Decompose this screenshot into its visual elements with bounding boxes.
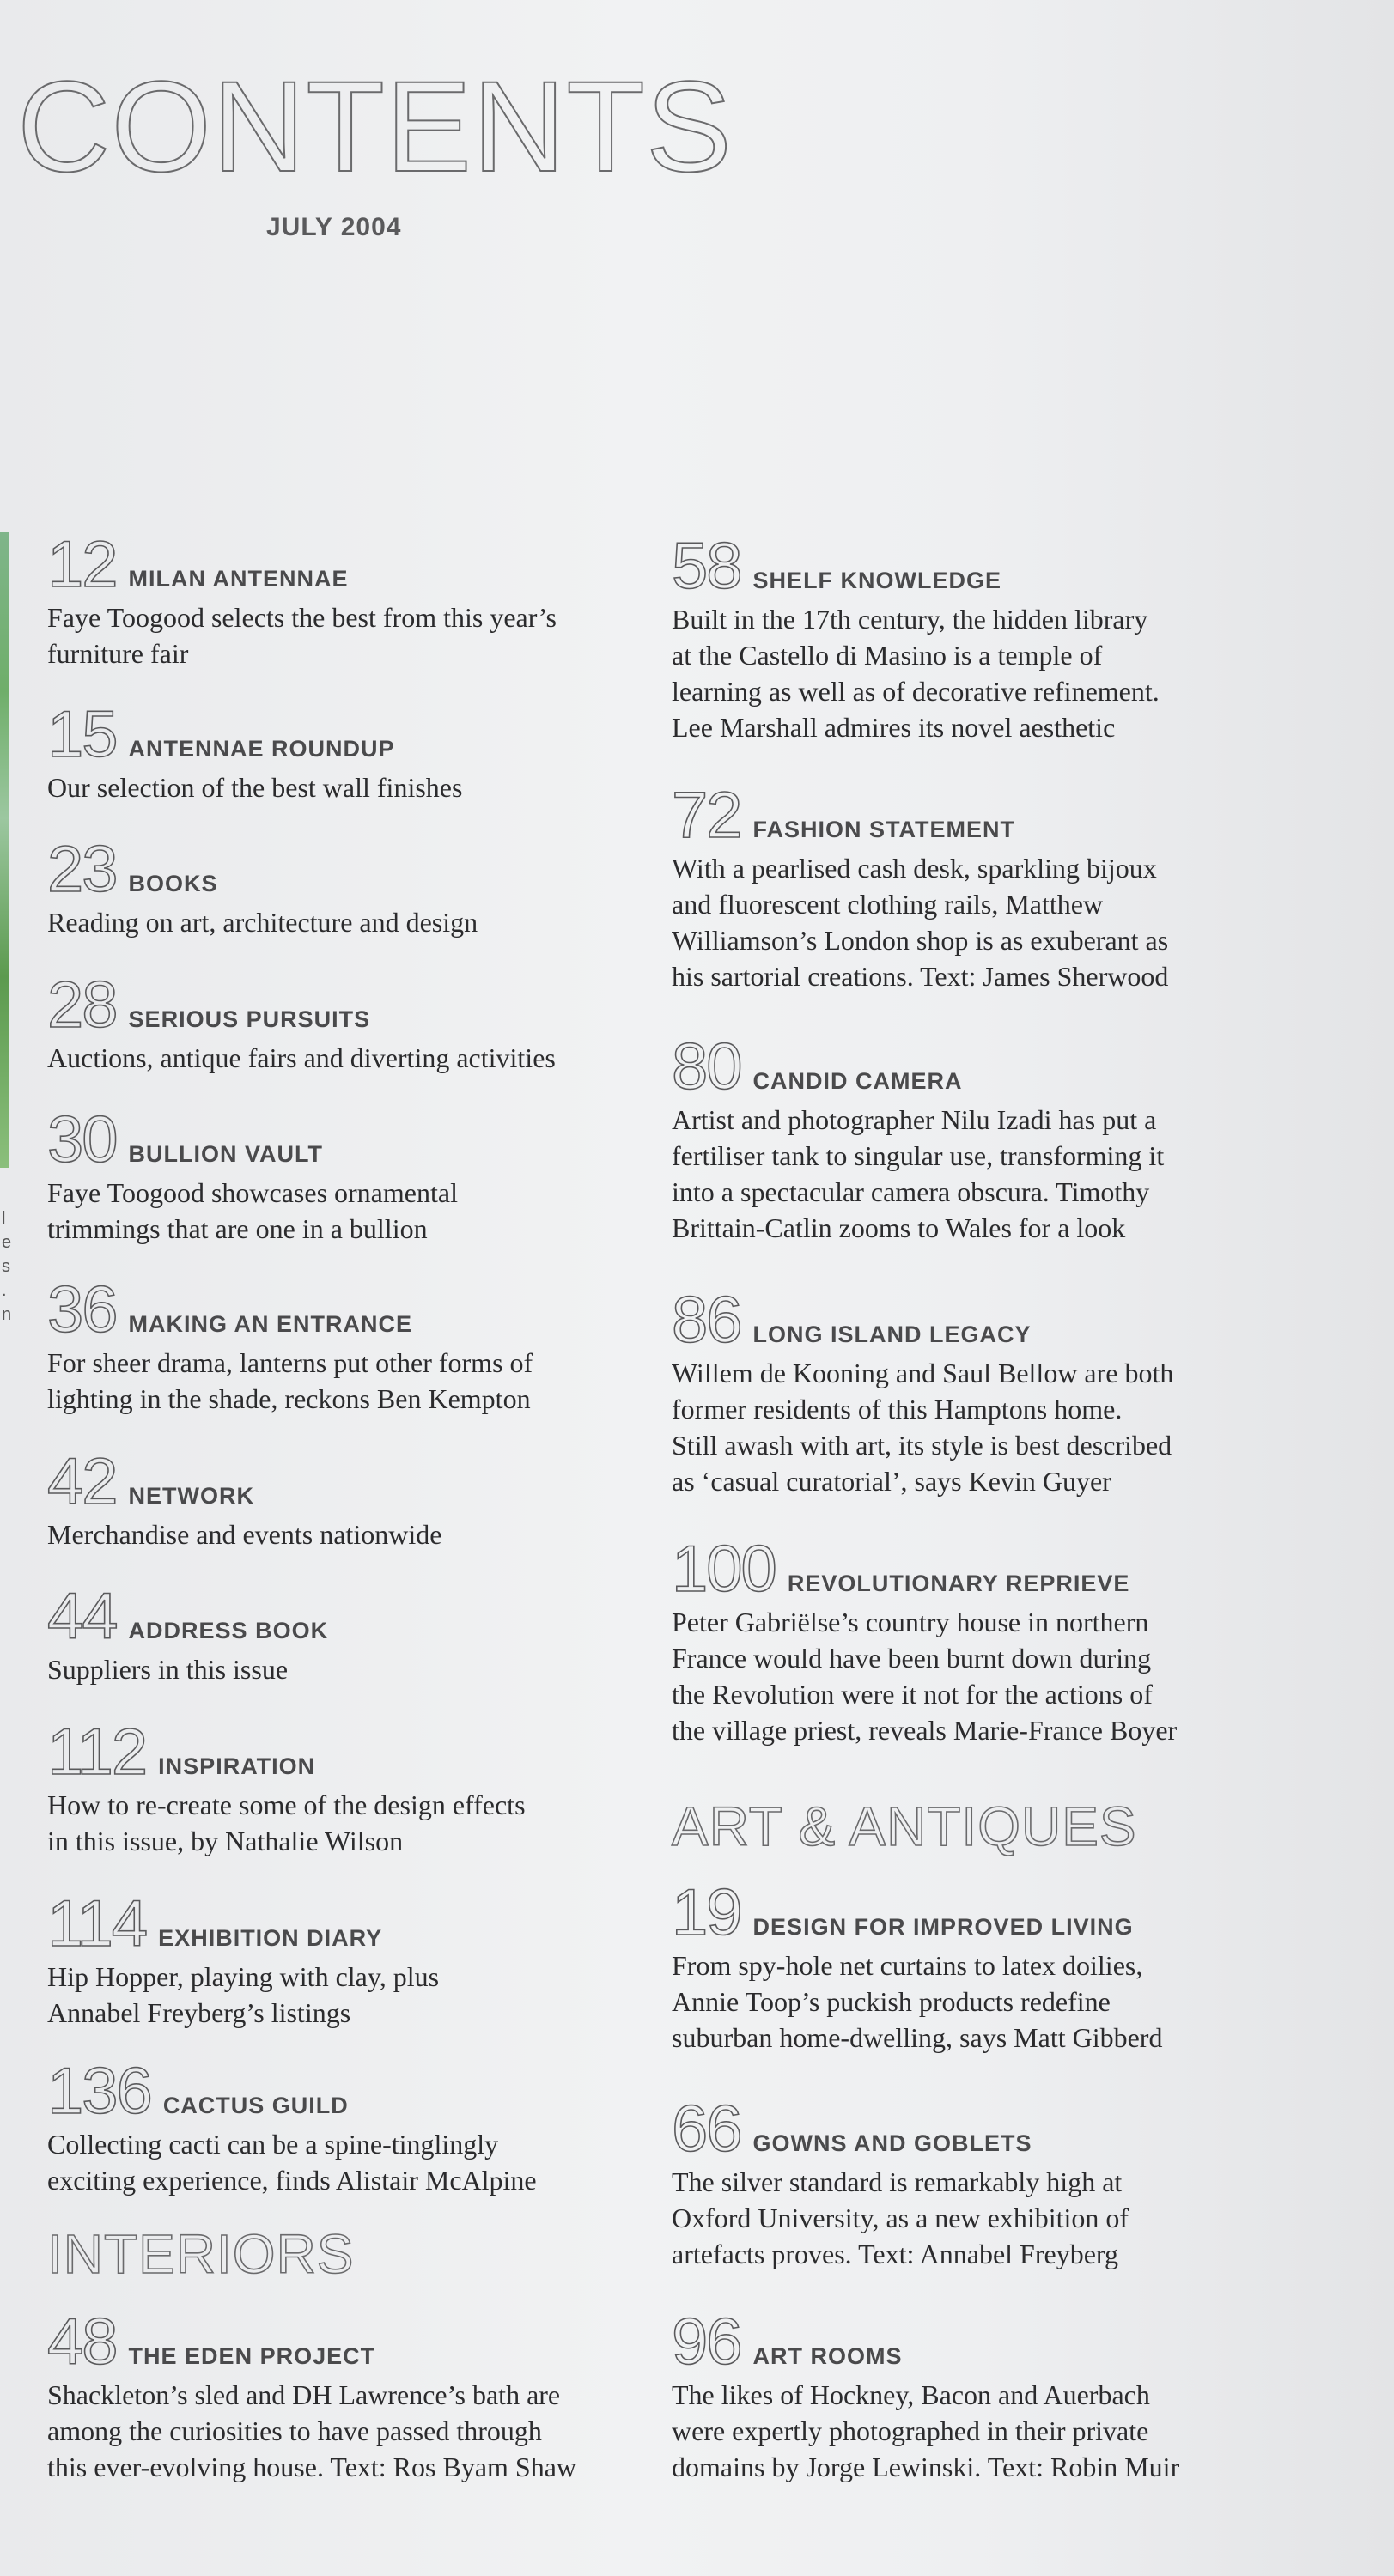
entry-title: CACTUS GUILD: [162, 2093, 349, 2118]
entry-title: MILAN ANTENNAE: [128, 566, 349, 592]
toc-entry[interactable]: [47, 1887, 648, 2031]
entry-description: Our selection of the best wall finishes: [47, 772, 463, 803]
entry-description: Willem de Kooning and Saul Bellow are both former residents of this Hamptons home. Still awash with art, its style is best described as ‘casual curatorial’, says Kevin Guyer: [672, 1358, 1174, 1497]
entry-description: Faye Toogood showcases ornamental trimmings that are one in a bullion: [47, 1177, 458, 1244]
toc-entry[interactable]: [672, 2093, 1342, 2272]
entry-description: Hip Hopper, playing with clay, plus Annabel Freyberg’s listings: [47, 1961, 440, 2028]
entry-title: MAKING AN ENTRANCE: [128, 1311, 413, 1337]
entry-description: Merchandise and events nationwide: [47, 1519, 442, 1550]
issue-date: JULY 2004: [266, 213, 402, 241]
toc-entry[interactable]: [672, 1876, 1342, 2056]
toc-entry[interactable]: [47, 2055, 648, 2198]
cropped-edge-text: l e s . n: [2, 1209, 12, 1324]
entry-title: ADDRESS BOOK: [128, 1618, 329, 1643]
entry-description: Faye Toogood selects the best from this year’s furniture fair: [47, 602, 557, 669]
toc-entry[interactable]: [672, 779, 1342, 994]
toc-entry[interactable]: [47, 1716, 648, 1859]
entry-title: GOWNS AND GOBLETS: [752, 2130, 1032, 2156]
entry-description: From spy-hole net curtains to latex doilies, Annie Toop’s puckish products redefine suburban home-dwelling, says Matt Gibberd: [672, 1950, 1163, 2053]
page-number: 96: [672, 2306, 741, 2379]
page-number: 80: [672, 1030, 741, 1103]
entry-title: LONG ISLAND LEGACY: [752, 1321, 1032, 1347]
page-number: 28: [47, 969, 117, 1042]
page-number: 58: [672, 530, 741, 603]
section-heading-interiors: INTERIORS: [47, 2223, 355, 2285]
toc-entry[interactable]: [47, 833, 648, 940]
toc-entry[interactable]: [672, 2306, 1342, 2485]
entry-title: ANTENNAE ROUNDUP: [128, 736, 395, 762]
page-number: 100: [672, 1533, 776, 1606]
entry-description: Collecting cacti can be a spine-tinglingly exciting experience, finds Alistair McAlpine: [47, 2129, 537, 2196]
entry-description: The silver standard is remarkably high at Oxford University, as a new exhibition of artefacts proves. Text: Annabel Freyberg: [672, 2166, 1129, 2269]
entry-description: Artist and photographer Nilu Izadi has put a fertiliser tank to singular use, transforming it into a spectacular camera obscura. Timothy Brittain-Catlin zooms to Wales for a look: [672, 1104, 1165, 1243]
entry-title: SHELF KNOWLEDGE: [752, 568, 1002, 593]
entry-description: How to re-create some of the design effects in this issue, by Nathalie Wilson: [47, 1789, 526, 1856]
toc-entry[interactable]: [672, 1284, 1342, 1499]
entry-description: Suppliers in this issue: [47, 1654, 289, 1685]
page-number: 15: [47, 698, 117, 771]
entry-title: BULLION VAULT: [128, 1141, 324, 1167]
toc-entry[interactable]: [672, 530, 1342, 745]
entry-title: BOOKS: [128, 871, 218, 896]
toc-entry[interactable]: [47, 698, 648, 805]
toc-entry[interactable]: [47, 1103, 648, 1247]
page-number: 72: [672, 779, 741, 852]
entry-title: NETWORK: [128, 1483, 255, 1509]
entry-title: THE EDEN PROJECT: [128, 2343, 376, 2369]
entry-title: CANDID CAMERA: [752, 1068, 963, 1094]
entry-title: FASHION STATEMENT: [752, 817, 1016, 842]
toc-entry[interactable]: [47, 1273, 648, 1417]
page-number: 136: [47, 2055, 151, 2128]
page-number: 30: [47, 1103, 117, 1176]
entry-description: For sheer drama, lanterns put other forms of lighting in the shade, reckons Ben Kempton: [47, 1347, 533, 1414]
entry-title: ART ROOMS: [752, 2343, 903, 2369]
entry-description: Peter Gabriëlse’s country house in northern France would have been burnt down during the Revolution were it not for the actions of the village priest, reveals Marie-France Boyer: [672, 1607, 1178, 1746]
toc-entry[interactable]: [672, 1030, 1342, 1246]
section-heading-art-antiques: ART & ANTIQUES: [672, 1795, 1137, 1857]
page-number: 36: [47, 1273, 117, 1346]
entry-title: EXHIBITION DIARY: [158, 1925, 383, 1951]
toc-entry[interactable]: [672, 1533, 1342, 1748]
toc-entry[interactable]: [47, 528, 648, 671]
entry-description: With a pearlised cash desk, sparkling bijoux and fluorescent clothing rails, Matthew Williamson’s London shop is as exuberant as his sartorial creations. Text: James Sherwood: [672, 853, 1169, 992]
page-number: 112: [47, 1716, 147, 1789]
entry-description: Built in the 17th century, the hidden library at the Castello di Masino is a temple of learning as well as of decorative refinement. Lee Marshall admires its novel aesthetic: [672, 604, 1160, 743]
entry-description: Reading on art, architecture and design: [47, 907, 478, 938]
page-number: 12: [47, 528, 117, 601]
page-number: 66: [672, 2093, 741, 2166]
page-number: 44: [47, 1580, 117, 1653]
entry-title: INSPIRATION: [158, 1753, 316, 1779]
toc-entry[interactable]: [47, 2306, 648, 2485]
page-number: 86: [672, 1284, 741, 1357]
page-number: 23: [47, 833, 117, 906]
entry-description: Auctions, antique fairs and diverting activities: [47, 1042, 556, 1073]
page-number: 114: [47, 1887, 147, 1960]
toc-entry[interactable]: [47, 1580, 648, 1687]
photo-edge-strip: [0, 532, 9, 1168]
toc-entry[interactable]: [47, 969, 648, 1076]
entry-title: REVOLUTIONARY REPRIEVE: [787, 1571, 1130, 1596]
page-number: 42: [47, 1445, 117, 1518]
toc-entry[interactable]: [47, 1445, 648, 1552]
entry-description: Shackleton’s sled and DH Lawrence’s bath are among the curiosities to have passed through this ever-evolving house. Text: Ros Byam Shaw: [47, 2379, 577, 2482]
entry-title: SERIOUS PURSUITS: [128, 1006, 371, 1032]
page-number: 19: [672, 1876, 741, 1949]
entry-description: The likes of Hockney, Bacon and Auerbach were expertly photographed in their private domains by Jorge Lewinski. Text: Robin Muir: [672, 2379, 1180, 2482]
page-number: 48: [47, 2306, 117, 2379]
page-title: CONTENTS: [17, 54, 733, 198]
entry-title: DESIGN FOR IMPROVED LIVING: [752, 1914, 1134, 1940]
